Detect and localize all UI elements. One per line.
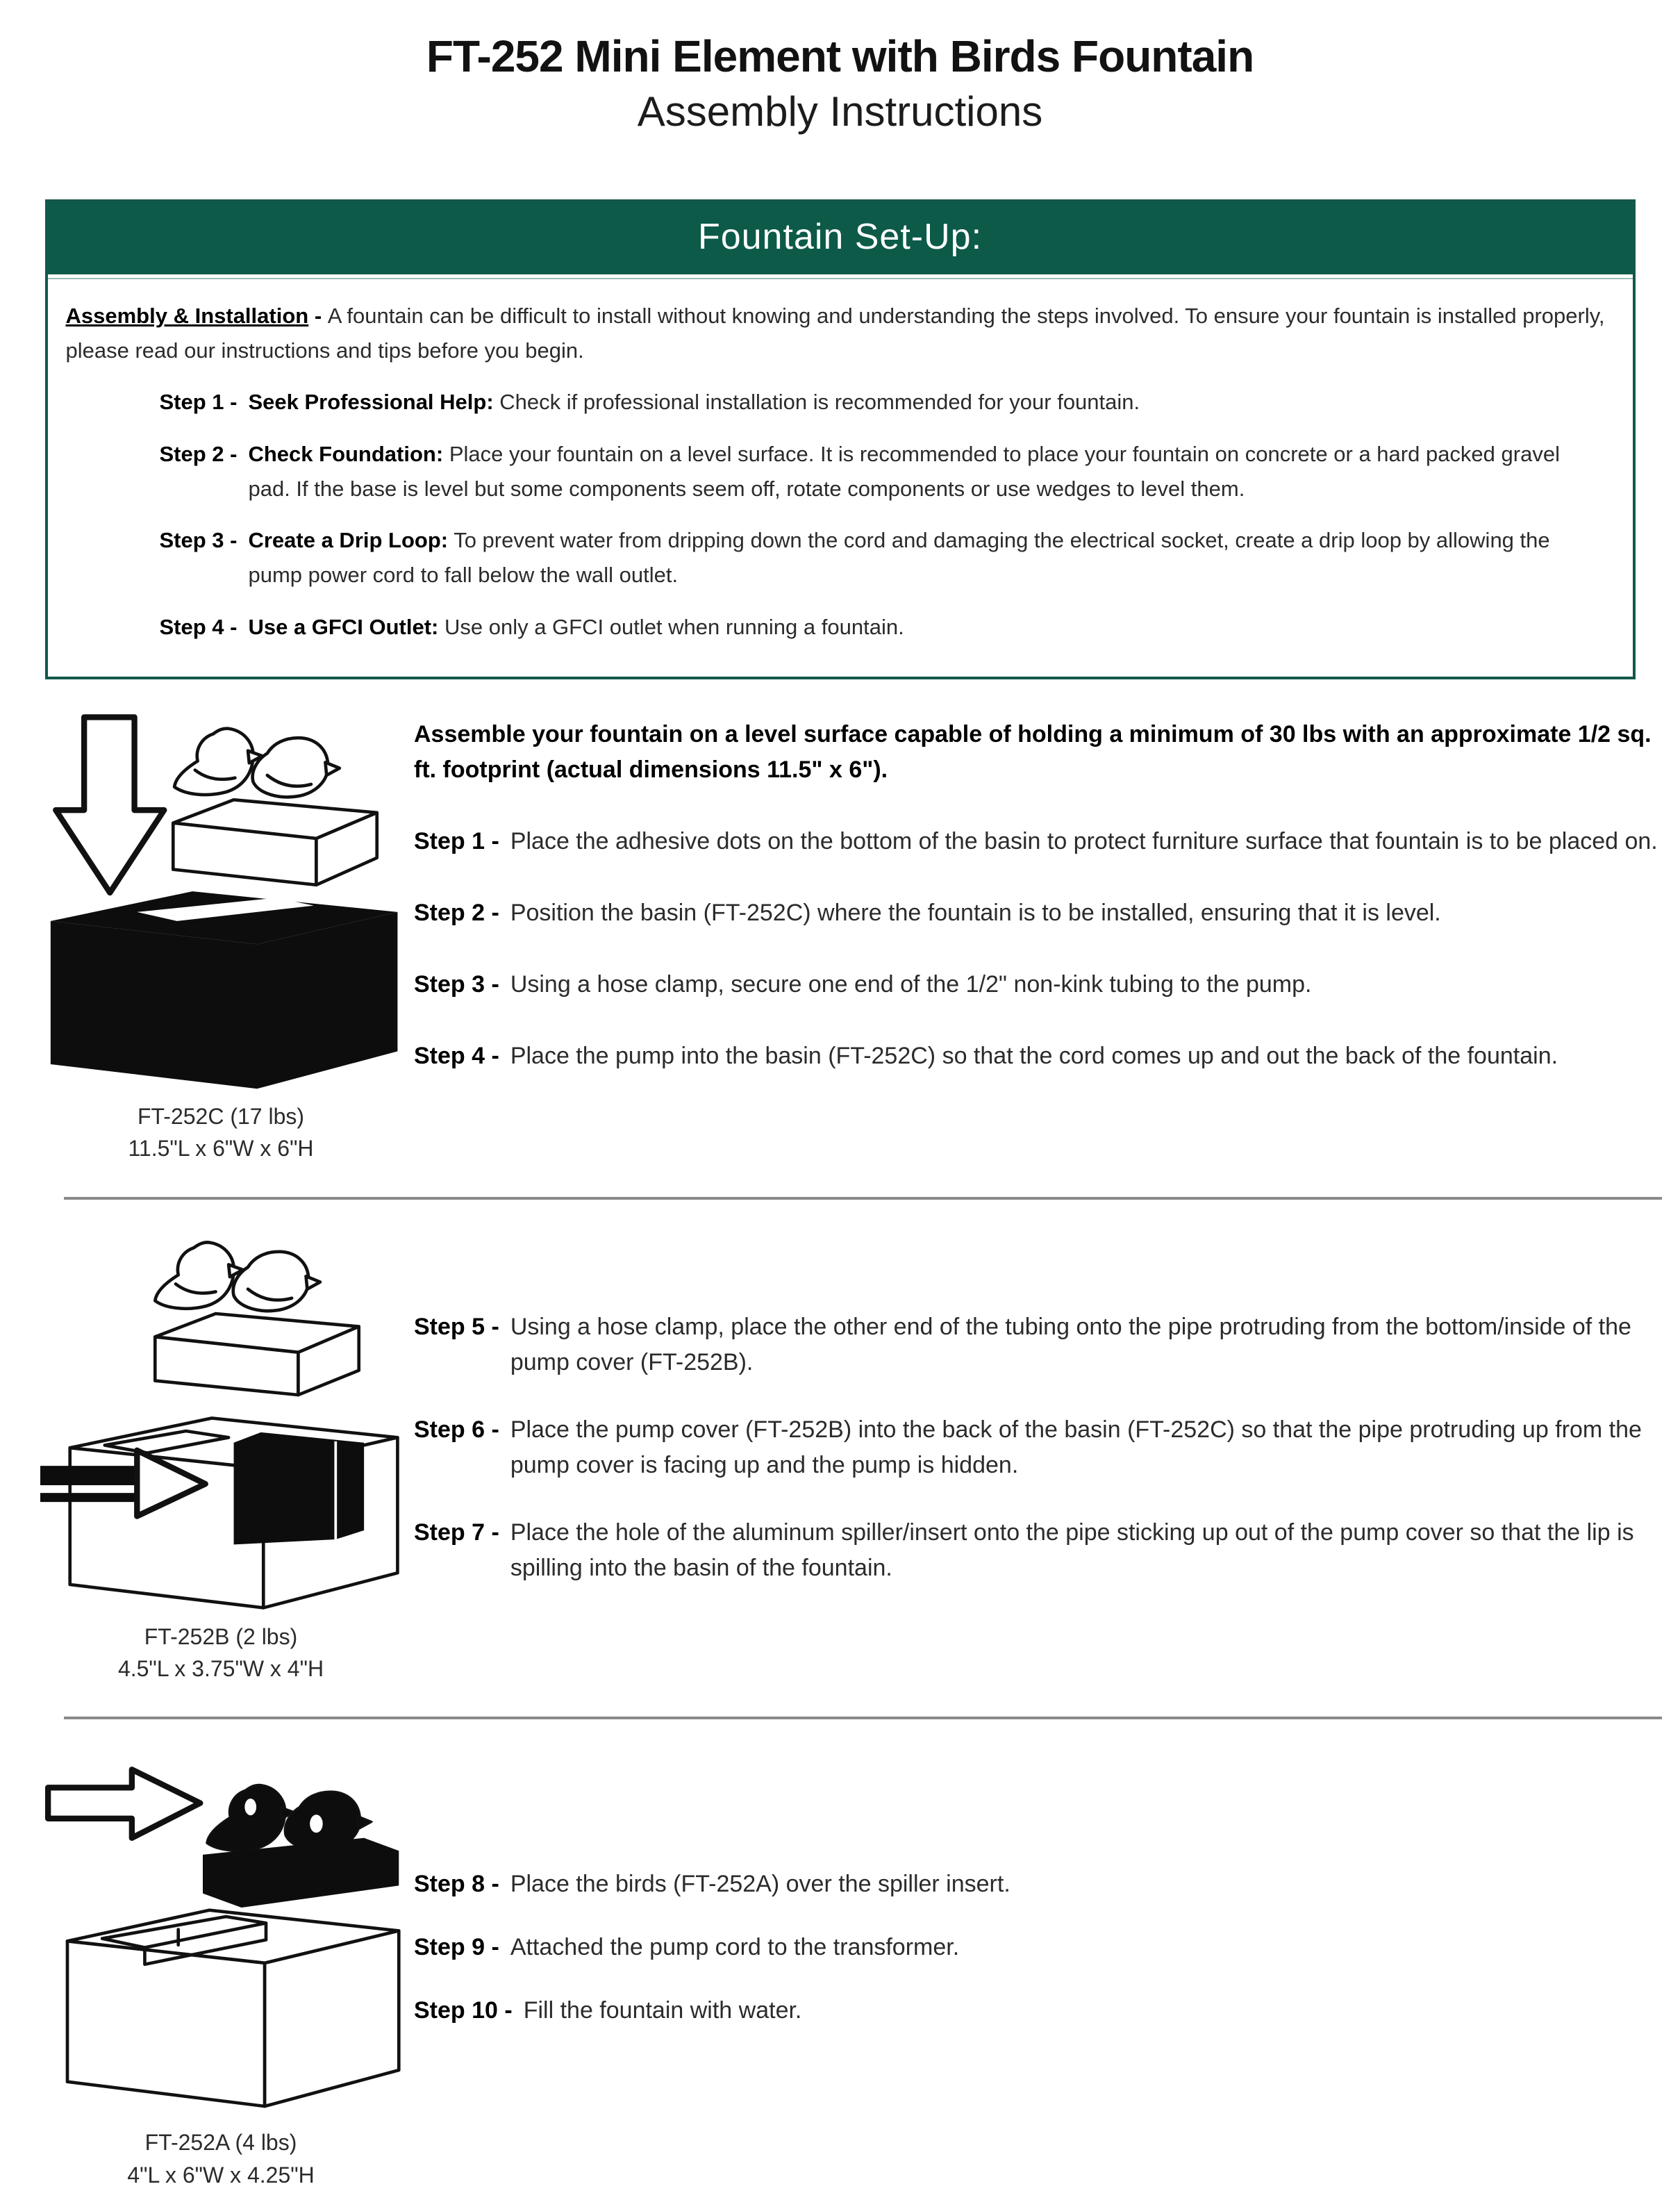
setup-step-3-body [248, 523, 1607, 593]
assembly-step-4 [414, 1039, 1663, 1074]
setup-step-4-title: Use a GFCI Outlet: [248, 614, 439, 639]
setup-box-title: Fountain Set-Up: [48, 202, 1633, 278]
document-header [0, 0, 1680, 135]
step-10-text: Fill the fountain with water. [523, 1997, 802, 2024]
fountain-setup-box [45, 199, 1636, 679]
setup-step-1 [66, 385, 1608, 420]
setup-intro-dash: - [308, 304, 328, 328]
pump-cover-box [234, 1432, 365, 1544]
section1-intro: Assemble your fountain on a level surface capable of holding a minimum of 30 lbs with an approximate 1/2 sq. ft. footprint (actual dimensions 11.5" x 6"). [414, 720, 1652, 783]
pedestal-box [155, 1314, 358, 1395]
step-6-label: Step 6 - [414, 1416, 499, 1443]
assembly-step-5 [414, 1309, 1663, 1380]
setup-step-2-label: Step 2 - [159, 441, 238, 466]
section-basin-ft252c [0, 679, 1680, 1165]
section2-text [408, 1227, 1663, 1685]
step-2-text: Position the basin (FT-252C) where the fountain is to be installed, ensuring that it is level. [510, 899, 1441, 926]
assembly-step-1 [414, 824, 1663, 859]
assembly-step-7 [414, 1515, 1663, 1586]
birds-outline [155, 1242, 320, 1311]
step-4-text: Place the pump into the basin (FT-252C) so that the cord comes up and out the back of the fountain. [510, 1042, 1558, 1069]
caption-dimensions: 4.5"L x 3.75"W x 4"H [117, 1655, 324, 1681]
setup-step-1-title: Seek Professional Help: [248, 390, 494, 415]
section-pump-cover-ft252b [0, 1200, 1680, 1685]
setup-step-4-body [248, 610, 1607, 645]
setup-step-3-label: Step 3 - [159, 528, 238, 553]
figure-ft252c [33, 707, 408, 1165]
figure-caption-ft252a [127, 2126, 314, 2191]
birds-outline [174, 728, 340, 797]
step-5-label: Step 5 - [414, 1313, 499, 1340]
step-6-text: Place the pump cover (FT-252B) into the back of the basin (FT-252C) so that the pipe protruding up from the pump cover is facing up and the pump is hidden. [510, 1416, 1642, 1478]
figure-ft252a [33, 1747, 408, 2191]
page-title: FT-252 Mini Element with Birds Fountain [426, 31, 1254, 81]
outlined-basin [67, 1910, 399, 2106]
step-9-label: Step 9 - [414, 1934, 499, 1961]
caption-dimensions: 4"L x 6"W x 4.25"H [127, 2162, 315, 2188]
birds-placement-illustration [40, 1747, 401, 2122]
caption-model: FT-252C (17 lbs) [137, 1103, 305, 1129]
caption-dimensions: 11.5"L x 6"W x 6"H [128, 1136, 314, 1161]
caption-model: FT-252A (4 lbs) [144, 2130, 297, 2156]
setup-step-1-text: Check if professional installation is recommended for your fountain. [499, 390, 1140, 415]
setup-step-2-title: Check Foundation: [248, 441, 444, 466]
step-7-text: Place the hole of the aluminum spiller/insert onto the pipe sticking up out of the pump cover so that the lip is spilling into the basin of the fountain. [510, 1519, 1634, 1581]
step-10-label: Step 10 - [414, 1997, 513, 2024]
section3-text [408, 1747, 1663, 2191]
step-1-label: Step 1 - [414, 827, 499, 854]
setup-intro-label: Assembly & Installation [65, 304, 309, 328]
setup-intro-paragraph [66, 299, 1608, 368]
setup-step-3-title: Create a Drip Loop: [248, 528, 449, 553]
setup-step-1-label: Step 1 - [159, 390, 238, 415]
setup-step-4-label: Step 4 - [159, 614, 238, 639]
setup-step-3-text: To prevent water from dripping down the cord and damaging the electrical socket, create a drip loop by allowing the pump power cord to fall below the wall outlet. [248, 528, 1550, 588]
down-arrow-icon [56, 717, 164, 893]
assembly-step-8 [414, 1867, 1663, 1902]
caption-model: FT-252B (2 lbs) [144, 1623, 298, 1649]
basin-illustration [40, 707, 401, 1096]
assembly-step-3 [414, 967, 1663, 1002]
setup-step-1-body [248, 385, 1607, 420]
assembly-step-9 [414, 1930, 1663, 1965]
step-5-text: Using a hose clamp, place the other end of the tubing onto the pipe protruding from the bottom/inside of the pump cover (FT-252B). [510, 1313, 1631, 1375]
step-9-text: Attached the pump cord to the transformer. [510, 1934, 960, 1961]
step-7-label: Step 7 - [414, 1519, 499, 1546]
pedestal-box [173, 800, 376, 885]
figure-ft252b [33, 1227, 408, 1685]
assembly-step-6 [414, 1412, 1663, 1483]
setup-step-2 [66, 437, 1608, 506]
section-birds-ft252a [0, 1719, 1680, 2191]
setup-step-3 [66, 523, 1608, 593]
assembly-step-10 [414, 1993, 1663, 2028]
step-8-text: Place the birds (FT-252A) over the spiller insert. [510, 1871, 1011, 1898]
setup-box-body [48, 278, 1633, 677]
setup-step-2-text: Place your fountain on a level surface. It is recommended to place your fountain on concrete or a hard packed gravel pad. If the base is level but some components seem off, rotate components or use wedges to level them. [248, 441, 1560, 501]
setup-step-4 [66, 610, 1608, 645]
black-basin [51, 891, 398, 1089]
section1-text [408, 707, 1663, 1165]
setup-intro-text: A fountain can be difficult to install without knowing and understanding the steps involved. To ensure your fountain is installed properly, please read our instructions and tips before you begin. [65, 304, 1605, 363]
right-arrow-icon [48, 1770, 200, 1838]
step-3-text: Using a hose clamp, secure one end of the 1/2" non-kink tubing to the pump. [510, 970, 1312, 998]
assembly-step-2 [414, 895, 1663, 931]
figure-caption-ft252b [118, 1621, 324, 1685]
setup-step-4-text: Use only a GFCI outlet when running a fountain. [444, 614, 904, 639]
setup-step-2-body [248, 437, 1607, 506]
step-2-label: Step 2 - [414, 899, 499, 926]
step-3-label: Step 3 - [414, 970, 499, 998]
step-4-label: Step 4 - [414, 1042, 499, 1069]
figure-caption-ft252c [128, 1100, 313, 1165]
step-1-text: Place the adhesive dots on the bottom of the basin to protect furniture surface that fountain is to be placed on. [510, 827, 1658, 854]
step-8-label: Step 8 - [414, 1871, 499, 1898]
pump-cover-illustration [40, 1227, 401, 1617]
page-subtitle: Assembly Instructions [637, 88, 1043, 135]
